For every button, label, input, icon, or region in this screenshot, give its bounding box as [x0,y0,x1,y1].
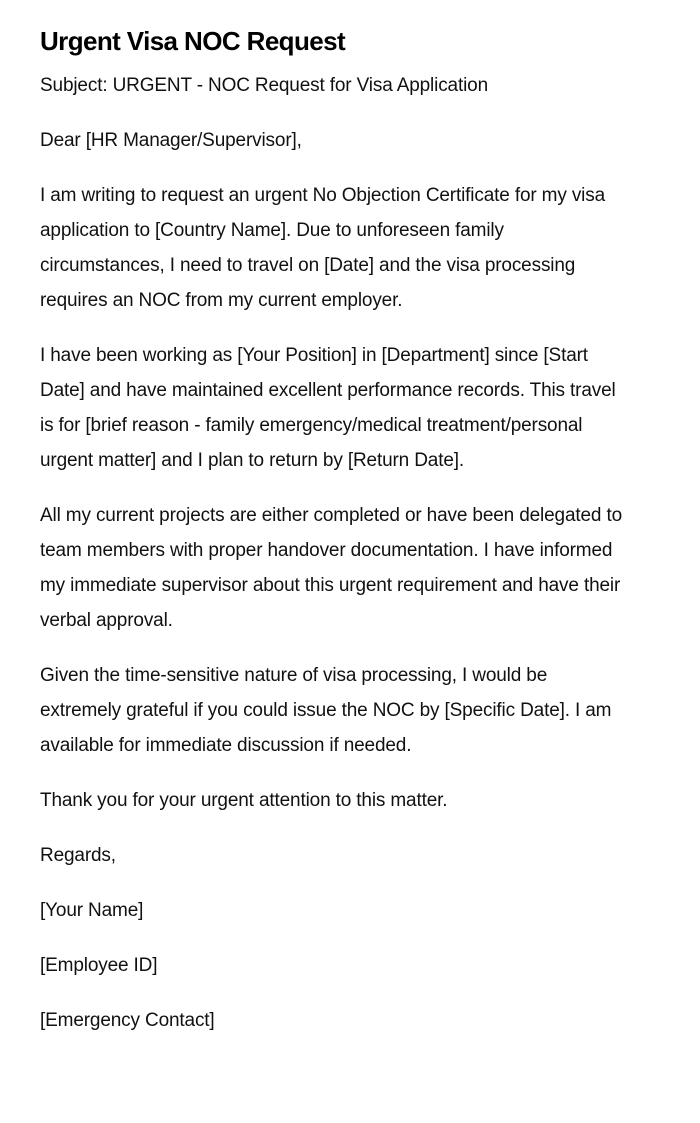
body-paragraph-employment: I have been working as [Your Position] in [Department] since [Start Date] and have maintained excellent performance records. This travel is for [brief reason - family emergency/medical treatment/personal urgent matter] and I plan to return by [Return Date]. [40,345,616,471]
signature-emergency-contact: [Emergency Contact] [40,1010,215,1031]
subject-line: Subject: URGENT - NOC Request for Visa Application [40,75,488,96]
closing: Regards, [40,845,116,866]
signature-employee-id: [Employee ID] [40,955,158,976]
body-paragraph-deadline: Given the time-sensitive nature of visa processing, I would be extremely grateful if you could issue the NOC by [Specific Date]. I am available for immediate discussion if needed. [40,665,612,756]
signature-name: [Your Name] [40,900,144,921]
salutation: Dear [HR Manager/Supervisor], [40,130,302,151]
body-paragraph-handover: All my current projects are either completed or have been delegated to team members with proper handover documentation. I have informed my immediate supervisor about this urgent requirement and have their verbal approval. [40,505,622,631]
body-paragraph-thanks: Thank you for your urgent attention to this matter. [40,790,448,811]
document-title: Urgent Visa NOC Request [40,26,346,56]
body-paragraph-request: I am writing to request an urgent No Objection Certificate for my visa application to [Country Name]. Due to unforeseen family circumstances, I need to travel on [Date] and the visa processing requires an NOC from my current employer. [40,185,606,311]
